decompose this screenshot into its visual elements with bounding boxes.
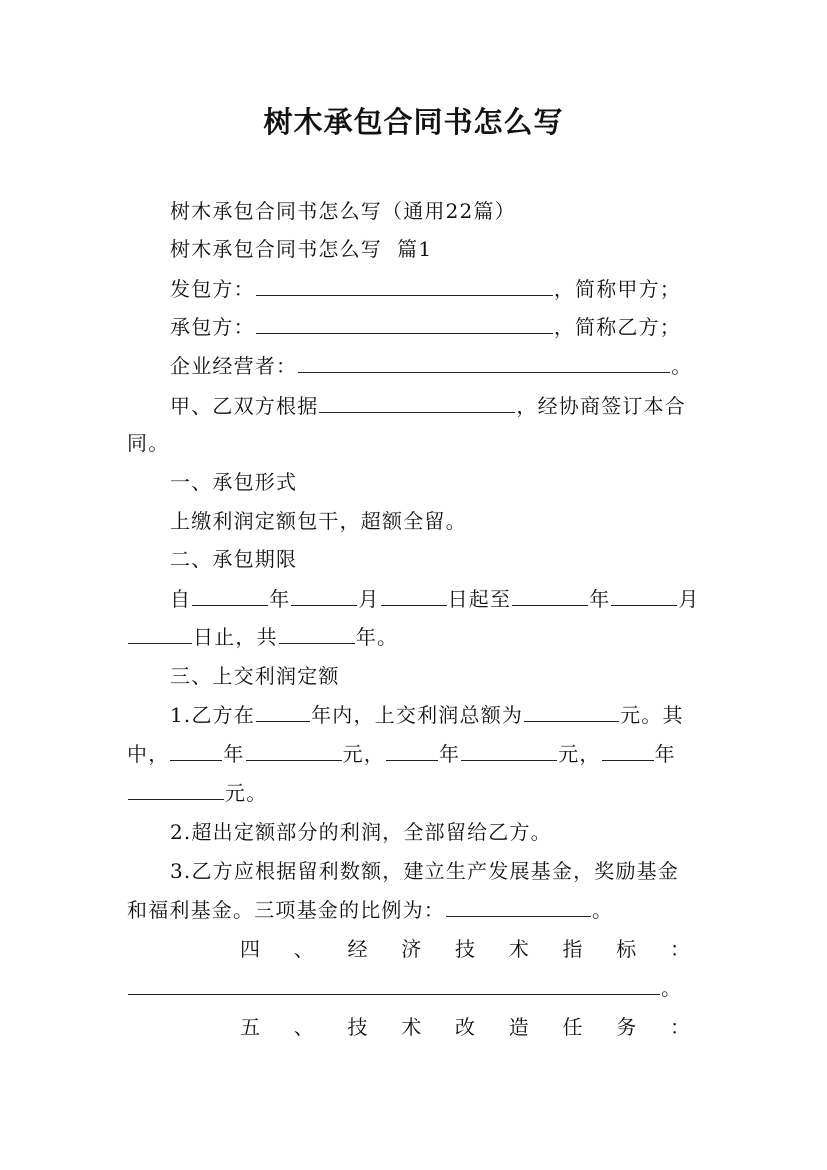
s4-char: 济 bbox=[401, 937, 422, 961]
operator-label: 企业经营者： bbox=[170, 354, 298, 378]
s5-char: 造 bbox=[508, 1015, 529, 1039]
amount2-blank[interactable] bbox=[461, 742, 557, 761]
basis-suffix: ，经协商签订本合 bbox=[516, 394, 687, 418]
s5-char: ： bbox=[670, 1015, 690, 1039]
profit-line-p2: 2.超出定额部分的利润，全部留给乙方。 bbox=[170, 820, 552, 844]
section5-heading bbox=[127, 1015, 690, 1039]
fabao-suffix: ，简称甲方； bbox=[553, 277, 682, 301]
profit-line-1 bbox=[170, 703, 684, 727]
s5-char: 技 bbox=[347, 1015, 368, 1039]
s4-char: 术 bbox=[508, 937, 529, 961]
s4-char: 经 bbox=[347, 937, 368, 961]
fund-ratio-label: 和福利基金。三项基金的比例为： bbox=[127, 898, 445, 922]
month-label-2: 月 bbox=[678, 587, 700, 611]
term-from-label: 自 bbox=[170, 587, 192, 611]
section3-heading: 三、上交利润定额 bbox=[170, 664, 340, 688]
fabao-blank[interactable] bbox=[256, 277, 553, 296]
end-day-blank[interactable] bbox=[128, 625, 192, 644]
month-label: 月 bbox=[358, 587, 380, 611]
profit-years-blank[interactable] bbox=[256, 703, 310, 722]
basis-continuation: 同。 bbox=[127, 431, 170, 455]
basis-prefix: 甲、乙双方根据 bbox=[170, 394, 319, 418]
profit-b: 年内，上交利润总额为 bbox=[311, 703, 524, 727]
document-title: 树木承包合同书怎么写 bbox=[263, 105, 564, 139]
total-years-blank[interactable] bbox=[279, 625, 355, 644]
s4-char: 指 bbox=[562, 937, 583, 961]
start-month-blank[interactable] bbox=[291, 587, 357, 606]
s5-char: 五 bbox=[240, 1015, 260, 1039]
section4-blank-line bbox=[127, 976, 682, 1000]
s5-char: 改 bbox=[455, 1015, 475, 1039]
s5-char: 、 bbox=[293, 1015, 314, 1039]
operator-blank[interactable] bbox=[298, 354, 670, 373]
profit-line-3 bbox=[127, 781, 267, 805]
s4-char: 标 bbox=[616, 937, 637, 961]
day-total-label: 日止，共 bbox=[193, 625, 278, 649]
fund-line-2 bbox=[127, 898, 613, 922]
section4-end: 。 bbox=[661, 976, 683, 1000]
fund-ratio-blank[interactable] bbox=[446, 898, 591, 917]
year2-label: 年 bbox=[439, 742, 461, 766]
year3-blank[interactable] bbox=[602, 742, 654, 761]
profit-line-2 bbox=[127, 742, 676, 766]
profit-a: 1.乙方在 bbox=[170, 703, 256, 727]
yuan2-label: 元， bbox=[558, 742, 601, 766]
profit-c: 元。其 bbox=[620, 703, 684, 727]
year1-blank[interactable] bbox=[170, 742, 222, 761]
basis-blank[interactable] bbox=[319, 394, 515, 413]
operator-line bbox=[170, 354, 692, 378]
chengbao-blank[interactable] bbox=[256, 315, 553, 334]
s4-char: 技 bbox=[455, 937, 475, 961]
start-year-blank[interactable] bbox=[192, 587, 268, 606]
amount3-blank[interactable] bbox=[128, 781, 224, 800]
end-month-blank[interactable] bbox=[611, 587, 677, 606]
s4-char: ： bbox=[670, 937, 690, 961]
s5-char: 任 bbox=[562, 1015, 583, 1039]
section4-heading bbox=[127, 937, 690, 961]
section1-heading: 一、承包形式 bbox=[170, 470, 298, 494]
profit-d: 中， bbox=[127, 742, 170, 766]
operator-suffix: 。 bbox=[671, 354, 693, 378]
s4-char: 四 bbox=[240, 937, 260, 961]
basis-line bbox=[170, 394, 686, 418]
section2-heading: 二、承包期限 bbox=[170, 547, 298, 571]
profit-total-blank[interactable] bbox=[524, 703, 619, 722]
profit-e: 元。 bbox=[225, 781, 268, 805]
fund-line-1: 3.乙方应根据留利数额，建立生产发展基金，奖励基金 bbox=[170, 859, 680, 883]
s4-char: 、 bbox=[293, 937, 314, 961]
year-end-label: 年。 bbox=[355, 625, 399, 649]
chengbao-line bbox=[170, 315, 681, 339]
year1-label: 年 bbox=[223, 742, 245, 766]
s5-char: 务 bbox=[616, 1015, 637, 1039]
day-to-label: 日起至 bbox=[447, 587, 512, 611]
fabao-line bbox=[170, 277, 681, 301]
term-line-2 bbox=[127, 625, 398, 649]
chengbao-suffix: ，简称乙方； bbox=[553, 315, 682, 339]
term-line-1 bbox=[170, 587, 700, 611]
fabao-label: 发包方： bbox=[170, 277, 255, 301]
chengbao-label: 承包方： bbox=[170, 315, 255, 339]
year-label-2: 年 bbox=[589, 587, 611, 611]
chapter-heading: 树木承包合同书怎么写 篇1 bbox=[170, 237, 433, 261]
year-label: 年 bbox=[269, 587, 291, 611]
yuan1-label: 元， bbox=[342, 742, 386, 766]
amount1-blank[interactable] bbox=[246, 742, 342, 761]
year2-blank[interactable] bbox=[386, 742, 438, 761]
section4-blank[interactable] bbox=[128, 976, 660, 995]
s5-char: 术 bbox=[401, 1015, 422, 1039]
subtitle: 树木承包合同书怎么写（通用22篇） bbox=[170, 199, 516, 223]
fund-ratio-end: 。 bbox=[592, 898, 614, 922]
start-day-blank[interactable] bbox=[381, 587, 447, 606]
year3-label: 年 bbox=[654, 742, 676, 766]
end-year-blank[interactable] bbox=[512, 587, 588, 606]
section1-text: 上缴利润定额包干，超额全留。 bbox=[170, 509, 467, 533]
